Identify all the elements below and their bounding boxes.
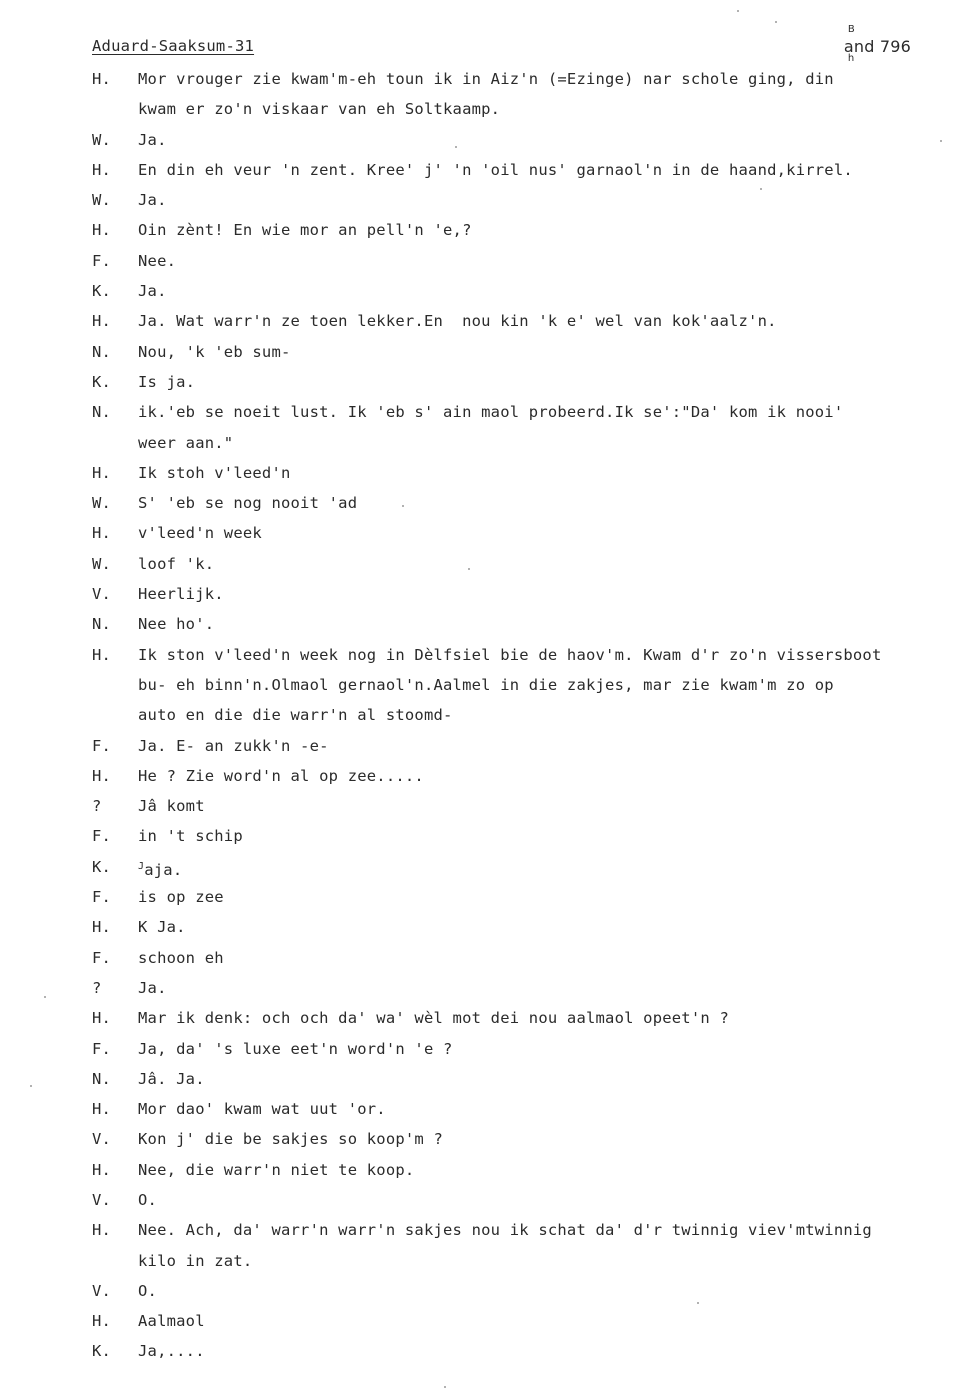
speaker-label: H. [92, 463, 112, 482]
speaker-label: K. [92, 282, 112, 301]
utterance-body: Ja. [138, 978, 167, 997]
utterance-body: Mor vrouger zie kwam'm-eh toun ik in Aiz'n (=Ezinge) nar schole ging, din [138, 70, 834, 88]
utterance-body: Ja. E- an zukk'n -e- [138, 736, 329, 755]
utterance-text [138, 1034, 453, 1064]
speaker-label: ? [92, 978, 102, 997]
speaker-label: N. [92, 342, 112, 361]
dialogue-line [0, 973, 973, 1003]
speaker-label: V. [92, 1190, 112, 1209]
speaker-label: N. [92, 1069, 112, 1088]
dialogue-line [0, 185, 973, 215]
utterance-body: En din eh veur 'n zent. Kree' j' 'n 'oil nus' garnaol'n in de haand,kirrel. [138, 160, 853, 179]
speaker-label: W. [92, 191, 112, 210]
speaker-label: H. [92, 70, 112, 88]
speaker-label: H. [92, 766, 112, 785]
utterance-text [138, 64, 834, 94]
utterance-text [138, 458, 291, 488]
dialogue-line [0, 852, 973, 882]
utterance-body: bu- eh binn'n.Olmaol gernaol'n.Aalmel in die zakjes, mar zie kwam'm zo op [138, 675, 834, 694]
dialogue-line [0, 943, 973, 973]
speaker-label: K. [92, 372, 112, 391]
utterance-text [138, 912, 186, 942]
utterance-body: Nou, 'k 'eb sum- [138, 342, 291, 361]
utterance-body: Is ja. [138, 372, 196, 391]
utterance-body: Nee, die warr'n niet te koop. [138, 1160, 415, 1179]
speaker-label: W. [92, 554, 112, 573]
dialogue-line [0, 1185, 973, 1215]
document-reference: Aduard-Saaksum-31 [92, 37, 255, 55]
utterance-text [138, 367, 195, 397]
utterance-text [138, 549, 214, 579]
utterance-body: kwam er zo'n viskaar van eh Soltkaamp. [138, 100, 501, 119]
utterance-text [138, 731, 329, 761]
dialogue-line [0, 306, 973, 336]
utterance-body: is op zee [138, 888, 224, 907]
speaker-label: F. [92, 888, 112, 907]
speaker-label: W. [92, 494, 112, 513]
speaker-label: K. [92, 857, 112, 876]
utterance-text [138, 246, 176, 276]
speaker-label: H. [92, 160, 112, 179]
speaker-label: V. [92, 1130, 112, 1149]
handwritten-mark-b: B [847, 24, 855, 35]
utterance-text [138, 640, 881, 670]
speaker-label: W. [92, 130, 112, 149]
dialogue-line [0, 821, 973, 851]
dialogue-line [0, 549, 973, 579]
utterance-text [138, 428, 233, 458]
speaker-label: V. [92, 585, 112, 604]
dialogue-line [0, 882, 973, 912]
speaker-label: F. [92, 736, 112, 755]
utterance-body: O. [138, 1281, 158, 1300]
dialogue-line [0, 1124, 973, 1154]
utterance-text [138, 1306, 205, 1336]
speaker-label: F. [92, 251, 112, 270]
utterance-text [138, 1185, 157, 1215]
utterance-body: Nee. [138, 251, 177, 270]
utterance-body: Heerlijk. [138, 585, 224, 604]
dialogue-line [0, 64, 973, 94]
dialogue-line [0, 700, 973, 730]
utterance-body: weer aan." [138, 433, 234, 452]
utterance-text [138, 518, 262, 548]
dialogue-line [0, 1306, 973, 1336]
utterance-text [138, 125, 167, 155]
utterance-text [138, 94, 500, 124]
dialogue-line [0, 1336, 973, 1366]
utterance-body: loof 'k. [138, 554, 215, 573]
utterance-text [138, 761, 424, 791]
dialogue-line [0, 337, 973, 367]
utterance-text [138, 1064, 205, 1094]
utterance-body: Ja. [138, 191, 167, 210]
utterance-body: He ? Zie word'n al op zee..... [138, 766, 424, 785]
utterance-body: v'leed'n week [138, 524, 262, 543]
dialogue-line [0, 609, 973, 639]
utterance-text [138, 973, 167, 1003]
utterance-text [138, 1215, 872, 1245]
tape-number-label: and 796 [843, 37, 911, 56]
dialogue-line [0, 458, 973, 488]
utterance-text [138, 1003, 729, 1033]
utterance-text [138, 1124, 443, 1154]
utterance-text [138, 397, 843, 427]
utterance-body: Oin zènt! En wie mor an pell'n 'e,? [138, 221, 472, 240]
dialogue-line [0, 731, 973, 761]
utterance-text [138, 1276, 157, 1306]
utterance-body: Ja. Wat warr'n ze toen lekker.En nou kin 'k e' wel van kok'aalz'n. [138, 312, 777, 331]
utterance-text [138, 276, 167, 306]
utterance-text [138, 852, 182, 885]
utterance-body: kilo in zat. [138, 1251, 253, 1270]
speaker-label: F. [92, 948, 112, 967]
dialogue-line [0, 912, 973, 942]
utterance-body: O. [138, 1190, 158, 1209]
tape-number [843, 24, 911, 64]
utterance-body: Nee. Ach, da' warr'n warr'n sakjes nou ik schat da' d'r twinnig viev'mtwinnig [138, 1221, 872, 1240]
utterance-text [138, 821, 243, 851]
utterance-text [138, 1155, 414, 1185]
utterance-body: aja. [144, 860, 183, 879]
dialogue-line [0, 1215, 973, 1245]
speaker-label: H. [92, 312, 112, 331]
dialogue-line [0, 1034, 973, 1064]
superscript-letter: J [138, 860, 145, 872]
utterance-text [138, 579, 224, 609]
utterance-body: Jâ komt [138, 797, 205, 816]
utterance-text [138, 155, 853, 185]
utterance-body: Ik ston v'leed'n week nog in Dèlfsiel bie de haov'm. Kwam d'r zo'n vissersboot [138, 645, 882, 664]
utterance-text [138, 337, 291, 367]
speaker-label: H. [92, 1312, 112, 1331]
dialogue-line [0, 791, 973, 821]
utterance-body: Nee ho'. [138, 615, 215, 634]
utterance-text [138, 306, 777, 336]
speaker-label: V. [92, 1281, 112, 1300]
dialogue-line [0, 428, 973, 458]
dialogue-line [0, 488, 973, 518]
utterance-body: schoon eh [138, 948, 224, 967]
speaker-label: H. [92, 1160, 112, 1179]
speaker-label: H. [92, 524, 112, 543]
utterance-text [138, 943, 224, 973]
speaker-label: H. [92, 918, 112, 937]
utterance-text [138, 670, 834, 700]
utterance-text [138, 791, 205, 821]
utterance-text [138, 1094, 386, 1124]
dialogue-lines [0, 64, 973, 1367]
speaker-label: H. [92, 645, 112, 664]
dialogue-line [0, 367, 973, 397]
dialogue-line [0, 1155, 973, 1185]
utterance-body: auto en die die warr'n al stoomd- [138, 706, 453, 725]
utterance-text [138, 1336, 205, 1366]
dialogue-line [0, 246, 973, 276]
utterance-body: Aalmaol [138, 1312, 205, 1331]
dialogue-line [0, 1276, 973, 1306]
dialogue-line [0, 397, 973, 427]
utterance-text [138, 882, 224, 912]
speaker-label: F. [92, 827, 112, 846]
utterance-body: Ja. [138, 130, 167, 149]
utterance-text [138, 215, 472, 245]
utterance-body: Ik stoh v'leed'n [138, 463, 291, 482]
handwritten-mark-h: h [847, 53, 855, 64]
utterance-body: ik.'eb se noeit lust. Ik 'eb s' ain maol probeerd.Ik se':"Da' kom ik nooi' [138, 403, 844, 422]
dialogue-line [0, 579, 973, 609]
utterance-body: S' 'eb se nog nooit 'ad [138, 494, 358, 513]
utterance-body: Mor dao' kwam wat uut 'or. [138, 1100, 386, 1119]
utterance-text [138, 609, 214, 639]
dialogue-line [0, 94, 973, 124]
utterance-body: Ja,.... [138, 1342, 205, 1361]
utterance-text [138, 488, 357, 518]
speaker-label: N. [92, 403, 112, 422]
speaker-label: ? [92, 797, 102, 816]
utterance-body: Ja. [138, 282, 167, 301]
dialogue-line [0, 761, 973, 791]
speaker-label: H. [92, 1009, 112, 1028]
dialogue-line [0, 1003, 973, 1033]
utterance-body: in 't schip [138, 827, 243, 846]
dialogue-line [0, 1064, 973, 1094]
dialogue-line [0, 670, 973, 700]
dialogue-line [0, 125, 973, 155]
speaker-label: N. [92, 615, 112, 634]
speaker-label: H. [92, 221, 112, 240]
dialogue-line [0, 1246, 973, 1276]
speaker-label: F. [92, 1039, 112, 1058]
dialogue-line [0, 518, 973, 548]
utterance-body: Ja, da' 's luxe eet'n word'n 'e ? [138, 1039, 453, 1058]
utterance-body: K Ja. [138, 918, 186, 937]
utterance-body: Mar ik denk: och och da' wa' wèl mot dei nou aalmaol opeet'n ? [138, 1009, 729, 1028]
dialogue-line [0, 640, 973, 670]
speaker-label: H. [92, 1221, 112, 1240]
dialogue-line [0, 155, 973, 185]
dialogue-line [0, 1094, 973, 1124]
utterance-body: Jâ. Ja. [138, 1069, 205, 1088]
dialogue-line [0, 276, 973, 306]
dialogue-line [0, 215, 973, 245]
utterance-body: Kon j' die be sakjes so koop'm ? [138, 1130, 444, 1149]
utterance-text [138, 185, 167, 215]
utterance-text [138, 1246, 252, 1276]
utterance-text [138, 700, 453, 730]
speaker-label: K. [92, 1342, 112, 1361]
speaker-label: H. [92, 1100, 112, 1119]
